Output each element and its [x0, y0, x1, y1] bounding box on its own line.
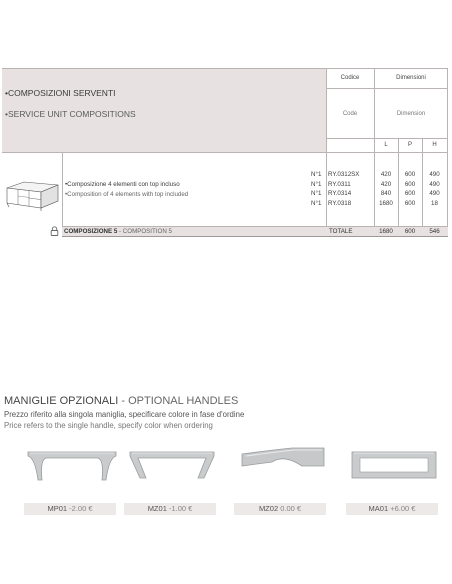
row-desc-en: •Composition of 4 elements with top included [65, 191, 189, 198]
total-l: 1680 [379, 228, 393, 235]
handle-label-mz01 [124, 503, 216, 515]
handle-code: MP01 [47, 504, 68, 513]
item-l: 420 [380, 171, 392, 178]
item-h: 490 [429, 180, 440, 188]
section-header [2, 68, 326, 152]
handle-mp01-image [22, 442, 122, 492]
table-divider [326, 138, 448, 139]
header-code: Code [342, 111, 358, 117]
handles-subtitle-en: Price refers to the single handle, specify color when ordering [4, 421, 213, 430]
item-p: 600 [404, 190, 416, 197]
handle-mz02-image [232, 442, 332, 492]
table-divider [2, 152, 448, 153]
item-code: RY.0312SX [328, 171, 360, 178]
handle-price: 0.00 € [278, 504, 302, 513]
section-title-it: •COMPOSIZIONI SERVENTI [5, 88, 116, 98]
header-col-l: L [384, 142, 388, 148]
total-p: 600 [404, 228, 416, 235]
header-col-h: H [432, 142, 437, 148]
item-code: RY.0318 [328, 199, 352, 207]
row-desc-it: •Composizione 4 elementi con top incluso [65, 181, 180, 188]
handle-code: MZ01 [147, 504, 167, 513]
table-divider [62, 226, 448, 227]
handle-label-mz02 [234, 503, 326, 515]
handles-title-bold: MANIGLIE OPZIONALI [4, 395, 119, 407]
item-qty: N°1 [311, 180, 322, 188]
table-divider [326, 152, 327, 236]
item-p: 600 [404, 199, 416, 207]
handle-mz01-image [122, 442, 222, 492]
item-p: 600 [404, 180, 416, 188]
item-h: 490 [429, 190, 440, 197]
table-divider [326, 88, 448, 89]
header-dimension: Dimension [396, 111, 426, 117]
lock-icon [50, 226, 59, 236]
handle-price: +6.00 € [388, 504, 416, 513]
item-p: 600 [404, 171, 416, 178]
item-h: 18 [431, 199, 438, 207]
handle-code: MZ02 [258, 504, 279, 513]
table-divider [62, 236, 448, 237]
item-qty: N°1 [311, 171, 322, 178]
total-word: TOTALE [329, 228, 353, 235]
table-divider [447, 152, 448, 236]
total-label [64, 228, 172, 235]
item-l: 1680 [379, 199, 393, 207]
handle-label-ma01 [346, 503, 438, 515]
item-qty: N°1 [311, 190, 322, 197]
handle-price: -2.00 € [67, 504, 93, 513]
handle-price: -1.00 € [166, 504, 193, 513]
header-dimensioni: Dimensioni [396, 75, 426, 81]
handles-title-rest: - OPTIONAL HANDLES [118, 395, 239, 407]
header-codice: Codice [340, 75, 360, 81]
table-border-top [2, 68, 448, 69]
handles-title [4, 395, 238, 407]
item-h: 490 [429, 171, 440, 178]
handles-subtitle-it: Prezzo riferito alla singola maniglia, specificare colore in fase d'ordine [4, 410, 245, 419]
total-label-bold: COMPOSIZIONE 5 [64, 228, 118, 235]
handle-ma01-image [344, 442, 444, 492]
item-code: RY.0314 [328, 190, 352, 197]
total-h: 546 [429, 228, 440, 235]
handle-code: MA01 [368, 504, 389, 513]
table-divider [62, 152, 63, 226]
sideboard-image [4, 176, 60, 214]
section-title-en: •SERVICE UNIT COMPOSITIONS [5, 109, 136, 119]
item-qty: N°1 [311, 199, 322, 207]
item-code: RY.0311 [328, 180, 351, 188]
header-col-p: P [407, 142, 412, 148]
item-l: 840 [380, 190, 392, 197]
total-label-rest: - COMPOSITION 5 [117, 228, 172, 235]
item-l: 420 [380, 180, 392, 188]
handle-label-mp01 [24, 503, 116, 515]
